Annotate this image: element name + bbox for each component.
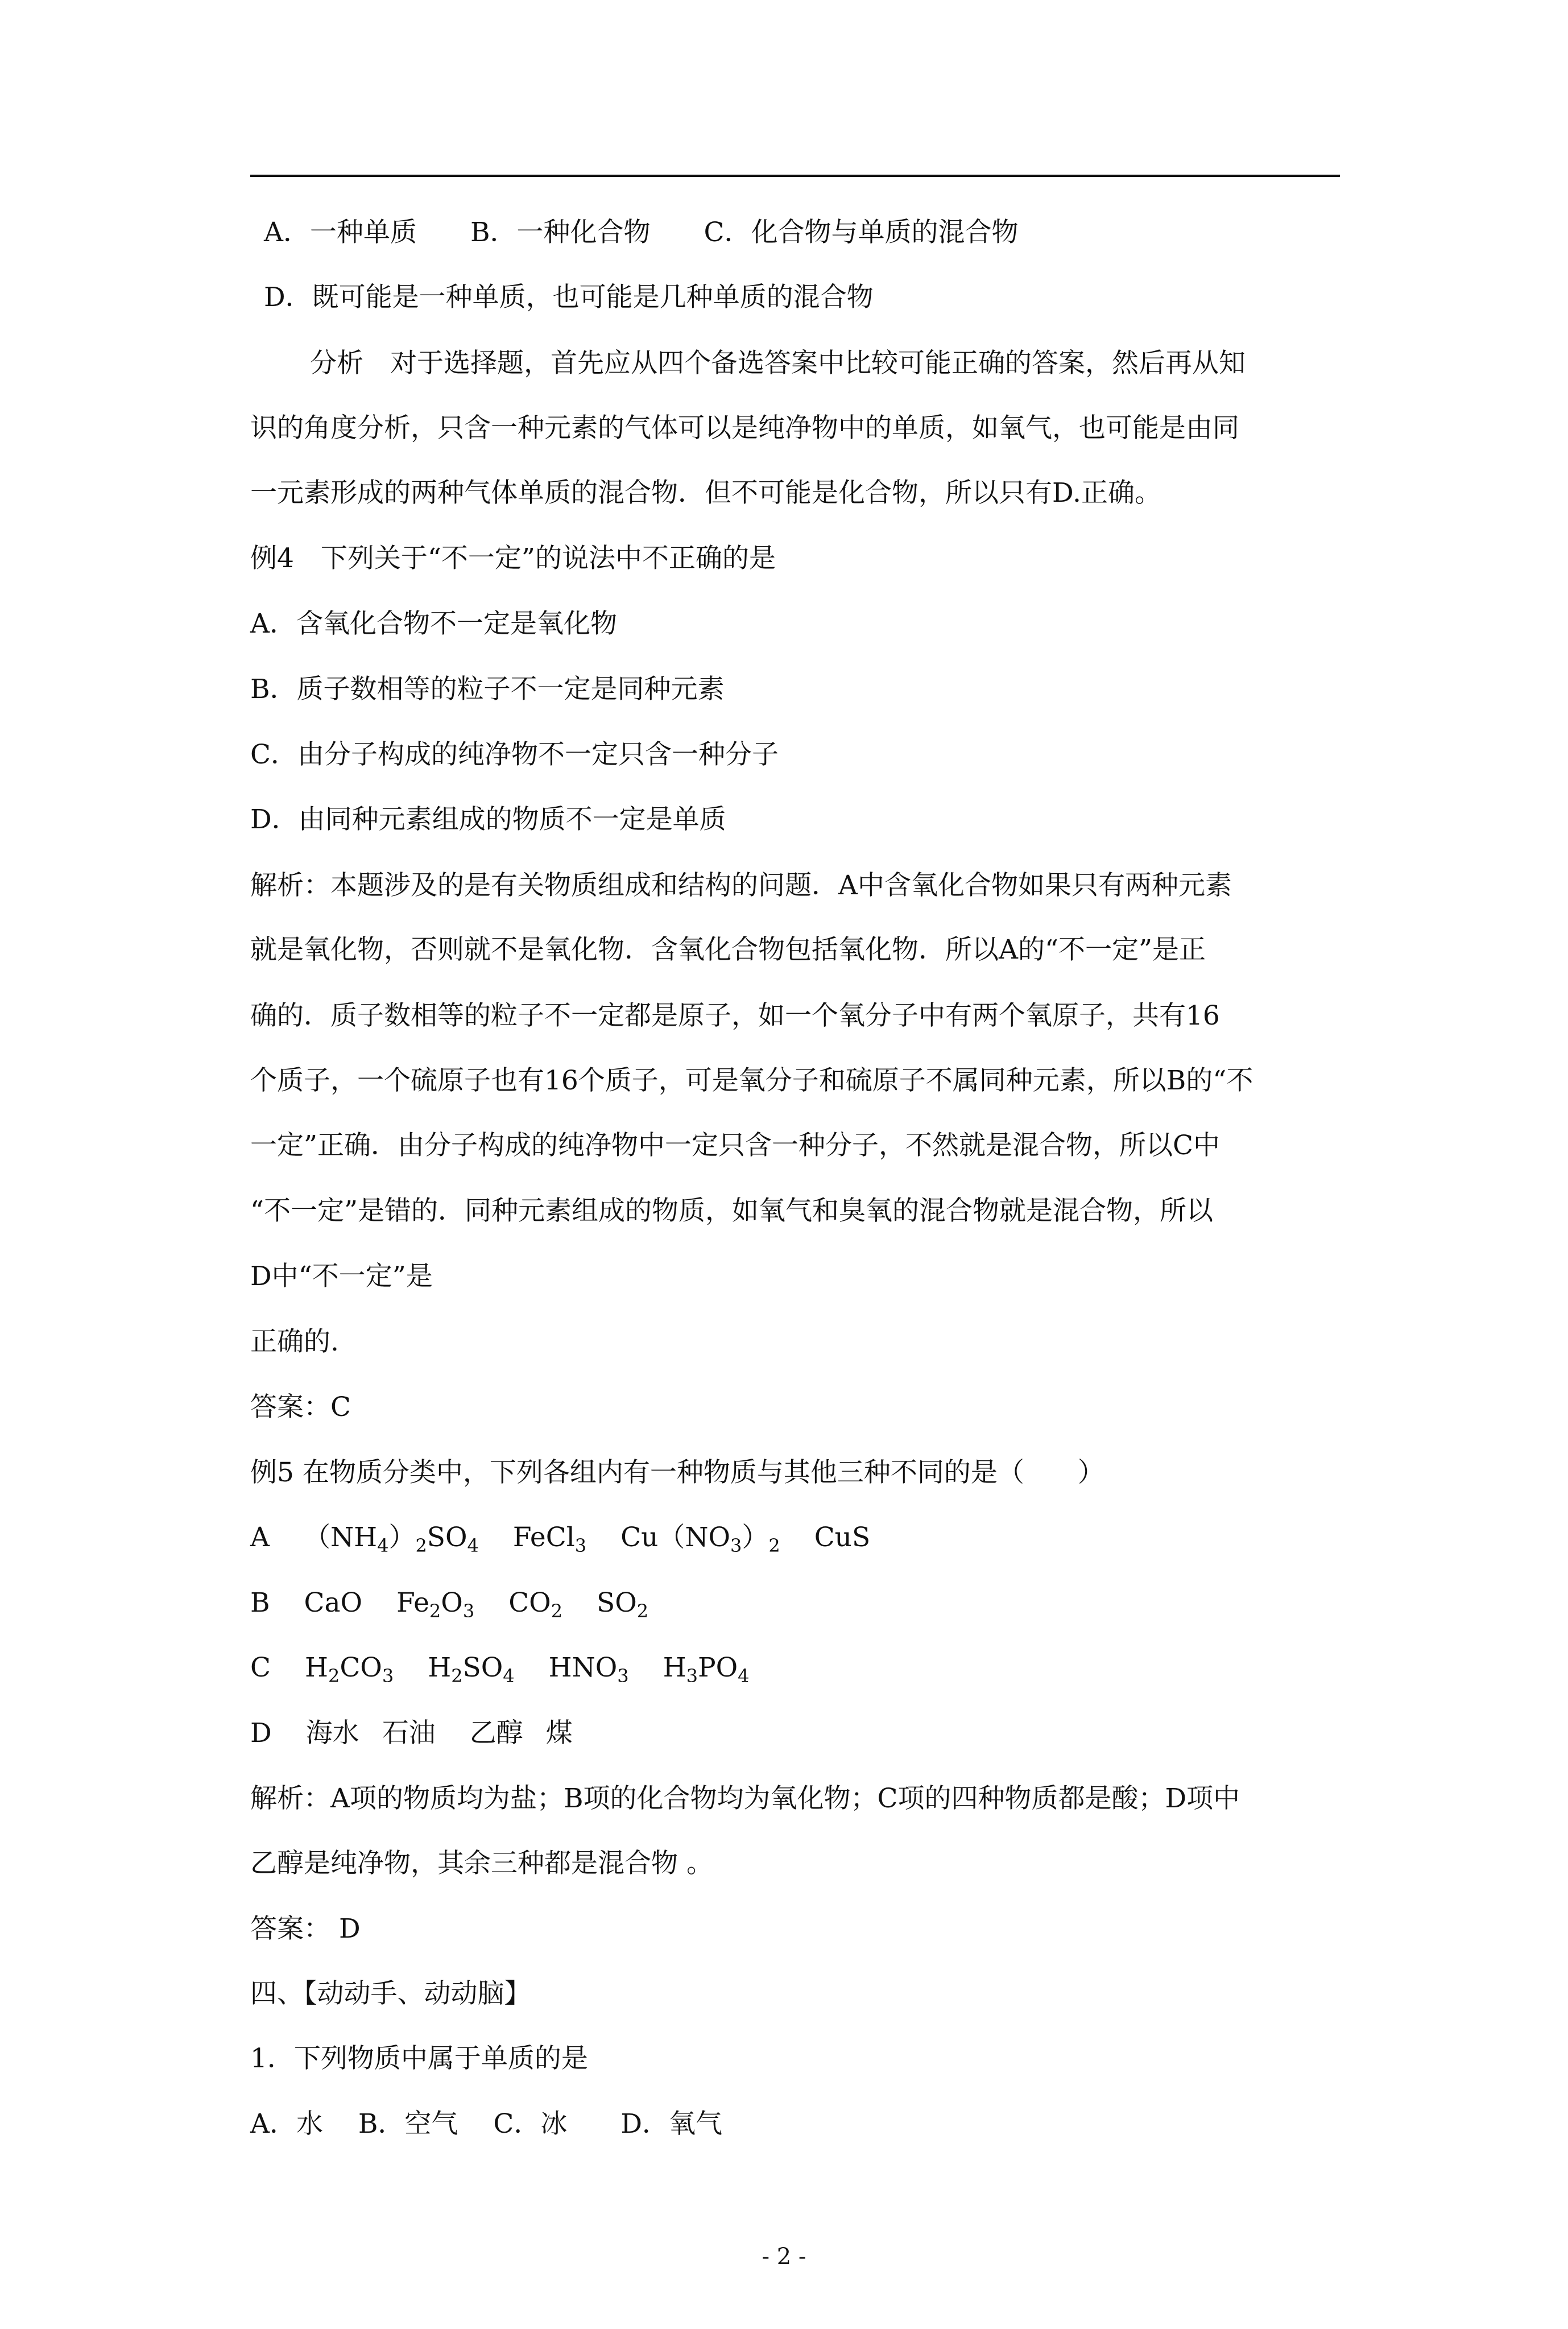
question-options: A．水 B．空气 C．冰 D．氧气 bbox=[250, 2108, 723, 2140]
text-line: 确的．质子数相等的粒子不一定都是原子，如一个氧分子中有两个氧原子，共有16 bbox=[250, 1000, 1220, 1031]
section-heading: 四、【动动手、动动脑】 bbox=[250, 1978, 531, 2009]
option-item: 石油 bbox=[382, 1717, 436, 1749]
option-row-a bbox=[250, 1521, 870, 1554]
text-line: 一定”正确．由分子构成的纯净物中一定只含一种分子，不然就是混合物，所以C中 bbox=[250, 1130, 1220, 1161]
option-label: B bbox=[250, 1587, 270, 1618]
text-line: 解析：A项的物质均为盐；B项的化合物均为氧化物；C项的四种物质都是酸；D项中 bbox=[250, 1783, 1240, 1814]
answer-line: 答案：C bbox=[250, 1391, 351, 1423]
formula: $H_2SO_4$ bbox=[428, 1652, 515, 1687]
formula: $CO_2$ bbox=[508, 1587, 563, 1622]
formula: CuS bbox=[814, 1522, 871, 1553]
formula: $SO_2$ bbox=[597, 1587, 649, 1622]
text-line: 分析 对于选择题，首先应从四个备选答案中比较可能正确的答案，然后再从知 bbox=[310, 348, 1246, 379]
formula: $H_2CO_3$ bbox=[304, 1652, 394, 1687]
formula: $Cu(NO_3)_2$ bbox=[620, 1522, 780, 1556]
formula: $HNO_3$ bbox=[548, 1652, 629, 1687]
page-number: - 2 - bbox=[762, 2244, 806, 2270]
example-heading: 例4 下列关于“不一定”的说法中不正确的是 bbox=[250, 543, 776, 574]
text-line: 个质子，一个硫原子也有16个质子，可是氧分子和硫原子不属同种元素，所以B的“不 bbox=[250, 1065, 1253, 1096]
option-row-b bbox=[250, 1587, 648, 1620]
formula: $H_3PO_4$ bbox=[663, 1652, 750, 1687]
text-line: B．质子数相等的粒子不一定是同种元素 bbox=[250, 674, 725, 705]
text-line: 乙醇是纯净物，其余三种都是混合物 。 bbox=[250, 1848, 713, 1879]
text-line: D．由同种元素组成的物质不一定是单质 bbox=[250, 804, 726, 835]
text-line: 识的角度分析，只含一种元素的气体可以是纯净物中的单质，如氧气，也可能是由同 bbox=[250, 412, 1239, 444]
formula: FeCl$_3$ bbox=[512, 1522, 587, 1556]
text-line: C．由分子构成的纯净物不一定只含一种分子 bbox=[250, 739, 779, 770]
text-line: D．既可能是一种单质，也可能是几种单质的混合物 bbox=[264, 282, 874, 313]
option-row-c bbox=[250, 1651, 750, 1687]
text-line: “不一定”是错的．同种元素组成的物质，如氧气和臭氧的混合物就是混合物，所以 bbox=[250, 1195, 1214, 1227]
header-rule bbox=[250, 175, 1340, 177]
option-label: A bbox=[250, 1522, 270, 1553]
question-line: 1．下列物质中属于单质的是 bbox=[250, 2043, 588, 2074]
answer-line: 答案： D bbox=[250, 1913, 361, 1944]
formula: $Fe_2O_3$ bbox=[396, 1587, 475, 1622]
text-line: D中“不一定”是 bbox=[250, 1261, 433, 1292]
text-line: 就是氧化物，否则就不是氧化物．含氧化合物包括氧化物．所以A的“不一定”是正 bbox=[250, 934, 1206, 965]
option-label: D bbox=[250, 1717, 272, 1749]
text-line: 正确的. bbox=[250, 1326, 339, 1357]
text-line: 解析：本题涉及的是有关物质组成和结构的问题．A中含氧化合物如果只有两种元素 bbox=[250, 870, 1232, 901]
text-line: 一元素形成的两种气体单质的混合物．但不可能是化合物，所以只有D.正确。 bbox=[250, 477, 1161, 509]
formula: CaO bbox=[304, 1587, 363, 1618]
text-line: A．一种单质 B．一种化合物 C．化合物与单质的混合物 bbox=[264, 217, 1019, 248]
option-label: C bbox=[250, 1652, 271, 1683]
formula: $(NH_4)_2SO_4$ bbox=[303, 1522, 479, 1556]
option-item: 煤 bbox=[545, 1717, 573, 1749]
example-heading: 例5 在物质分类中，下列各组内有一种物质与其他三种不同的是（ ） bbox=[250, 1457, 1104, 1488]
text-line: A．含氧化合物不一定是氧化物 bbox=[250, 608, 617, 639]
option-row-d bbox=[250, 1717, 573, 1750]
option-item: 海水 bbox=[305, 1717, 359, 1749]
option-item: 乙醇 bbox=[469, 1717, 523, 1749]
